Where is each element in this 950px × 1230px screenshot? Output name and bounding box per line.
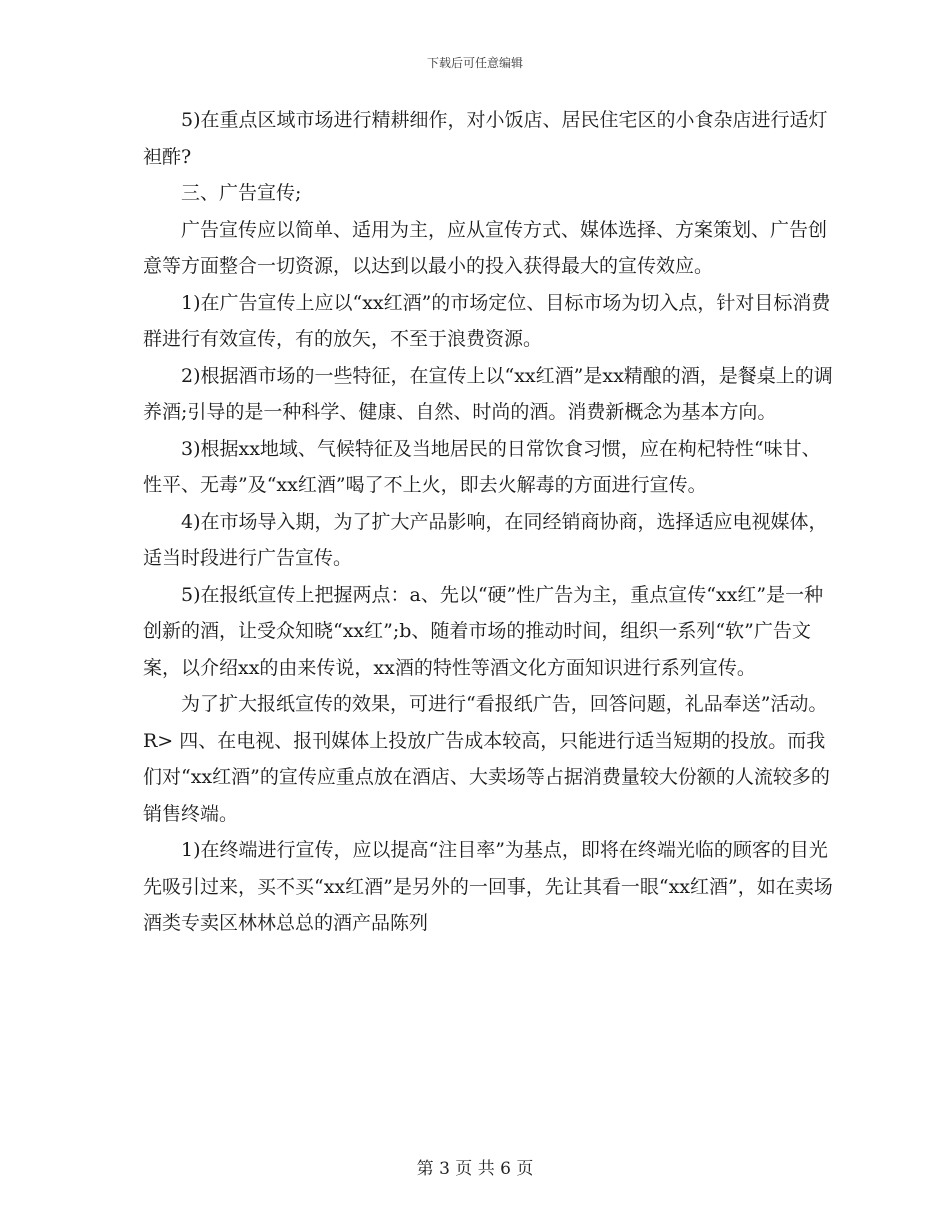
paragraph-9: 为了扩大报纸宣传的效果，可进行“看报纸广告，回答问题，礼品奉送”活动。R> 四、在电视、报刊媒体上投放广告成本较高，只能进行适当短期的投放。而我们对“xx红酒”的宣传应重点放在酒店、大卖场等占据消费量较大份额的人流较多的销售终端。: [143, 693, 830, 825]
section-heading-advertising: 三、广告宣传;: [181, 182, 302, 204]
paragraph-7: 4)在市场导入期，为了扩大产品影响，在同经销商协商，选择适应电视媒体，适当时段进行广告宣传。: [143, 510, 828, 569]
paragraph-10: 1)在终端进行宣传，应以提高“注目率”为基点，即将在终端光临的顾客的目光先吸引过来，买不买“xx红酒”是另外的一回事，先让其看一眼“xx红酒”，如在卖场酒类专卖区林林总总的酒产品陈列: [143, 839, 833, 934]
paragraph-6: 3)根据xx地域、气候特征及当地居民的日常饮食习惯，应在枸杞特性“味甘、性平、无毒”及“xx红酒”喝了不上火，即去火解毒的方面进行宣传。: [143, 437, 821, 496]
paragraph-5: 2)根据酒市场的一些特征，在宣传上以“xx红酒”是xx精酿的酒，是餐桌上的调养酒;引导的是一种科学、健康、自然、时尚的酒。消费新概念为基本方向。: [143, 364, 833, 423]
page-header: 下载后可任意编辑: [426, 56, 523, 70]
paragraph-3: 广告宣传应以简单、适用为主，应从宣传方式、媒体选择、方案策划、广告创意等方面整合一切资源，以达到以最小的投入获得最大的宣传效应。: [143, 218, 828, 277]
document-body: [143, 102, 833, 942]
paragraph-4: 1)在广告宣传上应以“xx红酒”的市场定位、目标市场为切入点，针对目标消费群进行有效宣传，有的放矢，不至于浪费资源。: [143, 291, 831, 350]
paragraph-1: 5)在重点区域市场进行精耕细作，对小饭店、居民住宅区的小食杂店进行适灯袒酢?: [143, 109, 828, 168]
paragraph-8: 5)在报纸宣传上把握两点：a、先以“硬”性广告为主，重点宣传“xx红”是一种创新的酒，让受众知晓“xx红”;b、随着市场的推动时间，组织一系列“软”广告文案，以介绍xx的由来传说，xx酒的特性等酒文化方面知识进行系列宣传。: [143, 583, 824, 679]
page-footer: 第 3 页 共 6 页: [416, 1159, 534, 1179]
